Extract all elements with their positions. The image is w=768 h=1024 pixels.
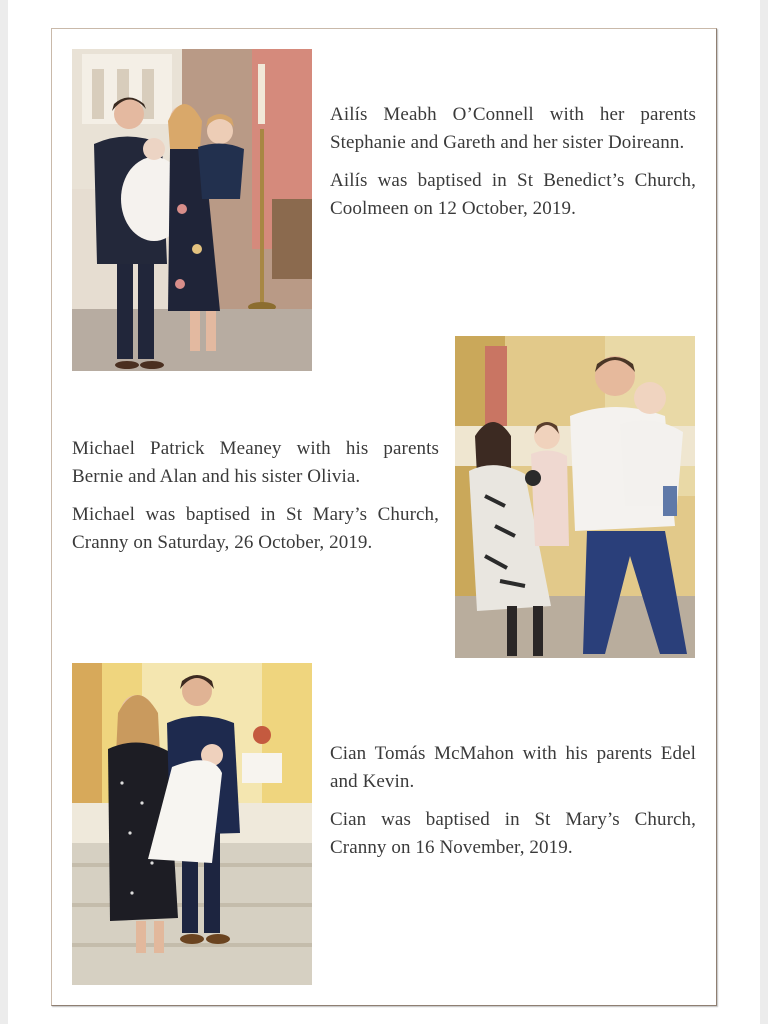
family-photo-mcmahon — [72, 663, 312, 985]
caption-oconnell-names: Ailís Meabh O’Connell with her parents Stephanie and Gareth and her sister Doireann. — [330, 104, 696, 153]
caption-oconnell — [330, 101, 696, 233]
caption-mcmahon-names: Cian Tomás McMahon with his parents Edel and Kevin. — [330, 743, 696, 792]
caption-oconnell-baptism: Ailís was baptised in St Benedict’s Church, Coolmeen on 12 October, 2019. — [330, 170, 696, 219]
family-photo-oconnell — [72, 49, 312, 371]
document-page — [51, 28, 717, 1006]
caption-meaney — [72, 435, 439, 567]
caption-mcmahon — [330, 740, 696, 872]
caption-meaney-names: Michael Patrick Meaney with his parents Bernie and Alan and his sister Olivia. — [72, 438, 439, 487]
caption-meaney-baptism: Michael was baptised in St Mary’s Church, Cranny on Saturday, 26 October, 2019. — [72, 504, 439, 553]
family-photo-meaney — [455, 336, 695, 658]
caption-mcmahon-baptism: Cian was baptised in St Mary’s Church, Cranny on 16 November, 2019. — [330, 809, 696, 858]
